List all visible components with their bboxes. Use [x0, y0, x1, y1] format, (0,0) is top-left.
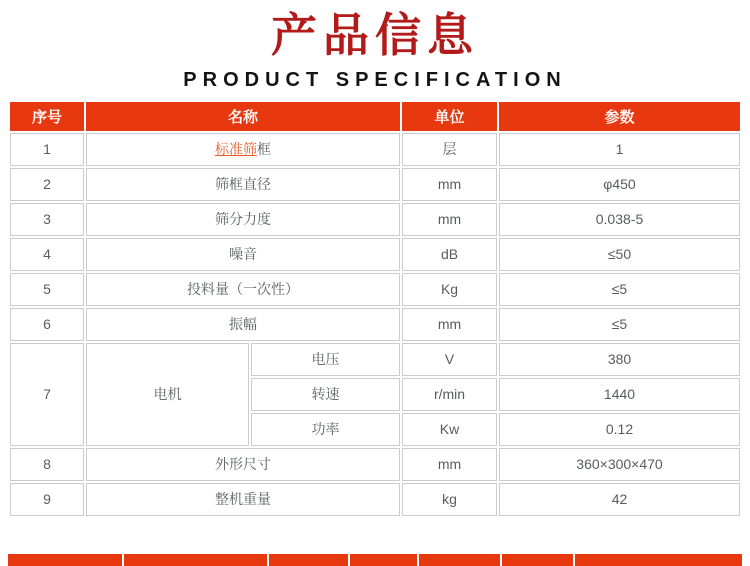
cell-name: 外形尺寸 [86, 448, 400, 481]
cell-name: 振幅 [86, 308, 400, 341]
table-row [10, 203, 740, 236]
cell-name: 噪音 [86, 238, 400, 271]
cell-unit: mm [402, 168, 497, 201]
next-table-header-cell [419, 554, 500, 566]
cell-no: 9 [10, 483, 84, 516]
next-table-header-cell [269, 554, 348, 566]
standard-sieve-link[interactable]: 标准筛 [214, 141, 257, 158]
cell-subname: 转速 [251, 378, 400, 411]
next-table-header-cell [350, 554, 417, 566]
cell-no: 3 [10, 203, 84, 236]
col-header-name: 名称 [86, 102, 400, 131]
cell-value: ≤5 [499, 273, 740, 306]
product-spec-page [0, 10, 750, 560]
cell-subname: 电压 [251, 343, 400, 376]
product-spec-table [8, 100, 742, 518]
next-table-header-partial [8, 554, 742, 566]
cell-name: 投料量（一次性） [86, 273, 400, 306]
col-header-unit: 单位 [402, 102, 497, 131]
cell-unit: Kw [402, 413, 497, 446]
cell-value: ≤50 [499, 238, 740, 271]
cell-no: 7 [10, 343, 84, 446]
cell-unit: mm [402, 203, 497, 236]
cell-name: 整机重量 [86, 483, 400, 516]
cell-no: 4 [10, 238, 84, 271]
next-table-header-cell [124, 554, 267, 566]
col-header-param: 参数 [499, 102, 740, 131]
cell-no: 5 [10, 273, 84, 306]
table-row [10, 448, 740, 481]
cell-no: 8 [10, 448, 84, 481]
cell-no: 1 [10, 133, 84, 166]
table-row [10, 133, 740, 166]
cell-value: 0.12 [499, 413, 740, 446]
cell-value: 0.038-5 [499, 203, 740, 236]
next-table-header-cell [502, 554, 573, 566]
cell-name-rest: 框 [256, 141, 271, 158]
cell-name [86, 133, 400, 166]
cell-unit: 层 [402, 133, 497, 166]
cell-unit: r/min [402, 378, 497, 411]
cell-name: 筛分力度 [86, 203, 400, 236]
cell-value: 1 [499, 133, 740, 166]
cell-subname: 功率 [251, 413, 400, 446]
page-subtitle: PRODUCT SPECIFICATION [183, 68, 567, 91]
table-row [10, 483, 740, 516]
cell-value: 380 [499, 343, 740, 376]
page-title: 产品信息 [271, 9, 479, 61]
col-header-no: 序号 [10, 102, 84, 131]
cell-unit: mm [402, 308, 497, 341]
cell-unit: V [402, 343, 497, 376]
table-row [10, 238, 740, 271]
next-table-header-cell [575, 554, 742, 566]
table-row [10, 168, 740, 201]
cell-value: 42 [499, 483, 740, 516]
cell-unit: dB [402, 238, 497, 271]
cell-unit: mm [402, 448, 497, 481]
table-row [10, 273, 740, 306]
cell-value: 360×300×470 [499, 448, 740, 481]
table-row-motor [10, 343, 740, 376]
cell-value: 1440 [499, 378, 740, 411]
table-header-row [10, 102, 740, 131]
cell-name: 筛框直径 [86, 168, 400, 201]
cell-name-motor: 电机 [86, 343, 249, 446]
cell-unit: kg [402, 483, 497, 516]
next-table-header-cell [8, 554, 122, 566]
cell-unit: Kg [402, 273, 497, 306]
table-row [10, 308, 740, 341]
cell-value: φ450 [499, 168, 740, 201]
cell-value: ≤5 [499, 308, 740, 341]
cell-no: 6 [10, 308, 84, 341]
cell-no: 2 [10, 168, 84, 201]
